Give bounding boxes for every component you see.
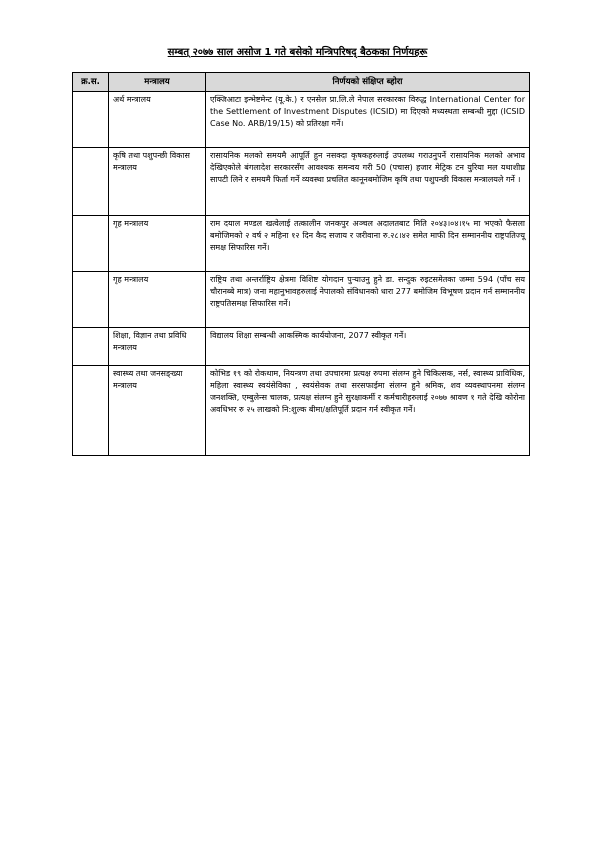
row-description: विद्यालय शिक्षा सम्बन्धी आकस्मिक कार्ययोजना, 2077 स्वीकृत गर्ने। — [206, 328, 530, 366]
row-description: कोभिड १९ को रोकथाम, नियन्त्रण तथा उपचारमा प्रत्यक्ष रुपमा संलग्न हुने चिकित्सक, नर्स, स्वास्थ्य प्राविधिक, महिला स्वास्थ्य स्वयंसेविका , स्वयंसेवक तथा सरसफाईमा संलग्न हुने श्रमिक, शव व्यवस्थापनमा संलग्न जनशक्ति, एम्बुलेन्स चालक, प्रत्यक्ष संलग्न हुने सुरक्षाकर्मी र कर्मचारीहरुलाई २०७७ श्रावण १ गते देखि कोरोना अवधिभर रु २५ लाखको नि:शुल्क बीमा/क्षतिपूर्ति प्रदान गर्न स्वीकृत गर्ने। — [206, 366, 530, 456]
row-serial — [73, 328, 109, 366]
header-description: निर्णयको संक्षिप्त ब्होरा — [206, 73, 530, 92]
header-ministry: मन्त्रालय — [109, 73, 206, 92]
decisions-table — [72, 72, 530, 456]
row-description: रासायनिक मलको समयमै आपूर्ति हुन नसक्दा कृषकहरुलाई उपलब्ध गराउनुपर्ने रासायनिक मलको अभाव देखिएकोले बंगलादेश सरकारसँग आवश्यक समन्वय गरी 50 (पचास) हजार मेट्रिक टन युरिया मल यथाशीघ्र सापटी लिने र समयमै फिर्ता गर्ने व्यवस्था प्रचलित कानूनबमोजिम कृषि तथा पशुपन्छी विकास मन्त्रालयले गर्ने । — [206, 148, 530, 216]
row-ministry: स्वास्थ्य तथा जनसङ्ख्या मन्त्रालय — [109, 366, 206, 456]
header-serial: क्र.स. — [73, 73, 109, 92]
row-ministry: गृह मन्त्रालय — [109, 216, 206, 272]
table-header-row — [73, 73, 530, 92]
table-row — [73, 148, 530, 216]
table-row — [73, 92, 530, 148]
row-serial — [73, 366, 109, 456]
table-row — [73, 366, 530, 456]
row-ministry: गृह मन्त्रालय — [109, 272, 206, 328]
table-row — [73, 328, 530, 366]
row-ministry: अर्थ मन्त्रालय — [109, 92, 206, 148]
row-description: राष्ट्रिय तथा अन्तर्राष्ट्रिय क्षेत्रमा विशिष्ट योगदान पुऱ्याउनु हुने डा. सन्दुक रुइटसमेतका जम्मा 594 (पाँच सय चौरानब्बे मात्र) जना महानुभावहरुलाई नेपालको संविधानको धारा 277 बमोजिम विभूषण प्रदान गर्न सम्माननीय राष्ट्रपतिसमक्ष सिफारिस गर्ने। — [206, 272, 530, 328]
row-serial — [73, 92, 109, 148]
table-row — [73, 272, 530, 328]
row-serial — [73, 148, 109, 216]
table-row — [73, 216, 530, 272]
row-description: एक्जिआटा इन्भेष्टमेन्ट (यू.के.) र एनसेल प्रा.लि.ले नेपाल सरकारका विरुद्ध International Center for the Settlement of Investment Disputes (ICSID) मा दिएको मध्यस्थता सम्बन्धी मुद्दा (ICSID Case No. ARB/19/15) को प्रतिरक्षा गर्ने। — [206, 92, 530, 148]
row-ministry: शिक्षा, विज्ञान तथा प्रविधि मन्त्रालय — [109, 328, 206, 366]
row-ministry: कृषि तथा पशुपन्छी विकास मन्त्रालय — [109, 148, 206, 216]
row-serial — [73, 272, 109, 328]
row-serial — [73, 216, 109, 272]
row-description: राम दयाल मण्डल खत्वेलाई तत्कालीन जनकपुर अञ्चल अदालतबाट मिति २०४३।०४।१५ मा भएको फैसला बमोजिमको २ वर्ष २ महिना १२ दिन कैद सजाय र जरीवाना रु.२८।४२ समेत माफी दिन सम्माननीय राष्ट्रपतिज्यू समक्ष सिफारिस गर्ने। — [206, 216, 530, 272]
document-title: सम्बत् २०७७ साल असोज 1 गते बसेको मन्त्रिपरिषद् बैठकका निर्णयहरू — [167, 47, 428, 58]
